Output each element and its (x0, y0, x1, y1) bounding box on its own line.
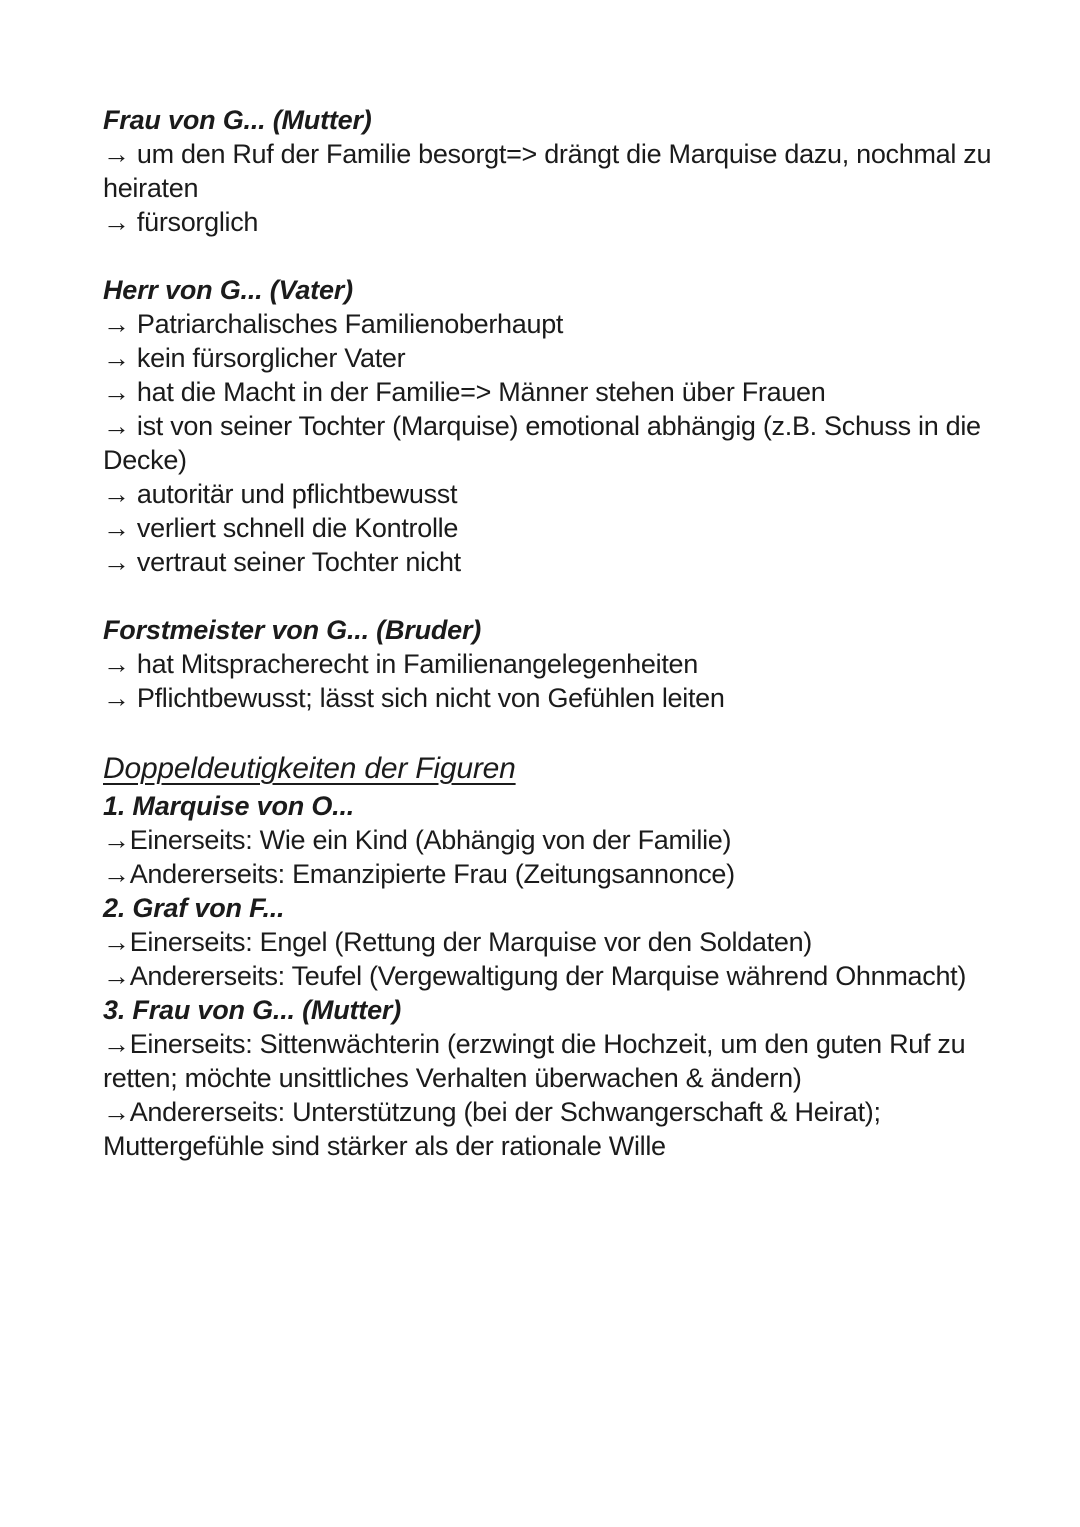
bullet-line: → um den Ruf der Familie besorgt=> drängt die Marquise dazu, nochmal zu heiraten (103, 139, 992, 203)
bullet-line: → kein fürsorglicher Vater (103, 343, 406, 373)
section-doppeldeutigkeiten (103, 749, 992, 1163)
bullet-line: → autoritär und pflichtbewusst (103, 479, 458, 509)
bullet-line: → fürsorglich (103, 207, 259, 237)
bullet-line: →Andererseits: Teufel (Vergewaltigung der Marquise während Ohnmacht) (103, 961, 967, 991)
bullet-line: →Einerseits: Engel (Rettung der Marquise vor den Soldaten) (103, 927, 812, 957)
section-heading-forstmeister-von-g: Forstmeister von G... (Bruder) (103, 615, 482, 645)
bullet-line: → hat die Macht in der Familie=> Männer stehen über Frauen (103, 377, 826, 407)
figure-marquise-von-o (103, 789, 992, 891)
section-forstmeister-von-g (103, 613, 992, 715)
section-frau-von-g (103, 103, 992, 239)
section-herr-von-g (103, 273, 992, 579)
bullet-line: →Andererseits: Emanzipierte Frau (Zeitungsannonce) (103, 859, 735, 889)
bullet-line: → hat Mitspracherecht in Familienangelegenheiten (103, 649, 698, 679)
bullet-line: → Pflichtbewusst; lässt sich nicht von Gefühlen leiten (103, 683, 725, 713)
section-heading-frau-von-g: Frau von G... (Mutter) (103, 105, 372, 135)
bullet-line: →Andererseits: Unterstützung (bei der Schwangerschaft & Heirat); Muttergefühle sind stärker als der rationale Wille (103, 1097, 881, 1161)
bullet-line: →Einerseits: Wie ein Kind (Abhängig von der Familie) (103, 825, 732, 855)
bullet-line: → vertraut seiner Tochter nicht (103, 547, 461, 577)
bullet-line: → Patriarchalisches Familienoberhaupt (103, 309, 564, 339)
bullet-line: → verliert schnell die Kontrolle (103, 513, 459, 543)
figure-title: 1. Marquise von O... (103, 791, 355, 821)
figure-title: 2. Graf von F... (103, 893, 285, 923)
figure-graf-von-f (103, 891, 992, 993)
bullet-line: → ist von seiner Tochter (Marquise) emotional abhängig (z.B. Schuss in die Decke) (103, 411, 981, 475)
figure-title: 3. Frau von G... (Mutter) (103, 995, 402, 1025)
bullet-line: →Einerseits: Sittenwächterin (erzwingt die Hochzeit, um den guten Ruf zu retten; möchte unsittliches Verhalten überwachen & ändern) (103, 1029, 966, 1093)
section-heading-herr-von-g: Herr von G... (Vater) (103, 275, 353, 305)
doppeldeutigkeiten-heading: Doppeldeutigkeiten der Figuren (103, 752, 516, 785)
figure-frau-von-g (103, 993, 992, 1163)
